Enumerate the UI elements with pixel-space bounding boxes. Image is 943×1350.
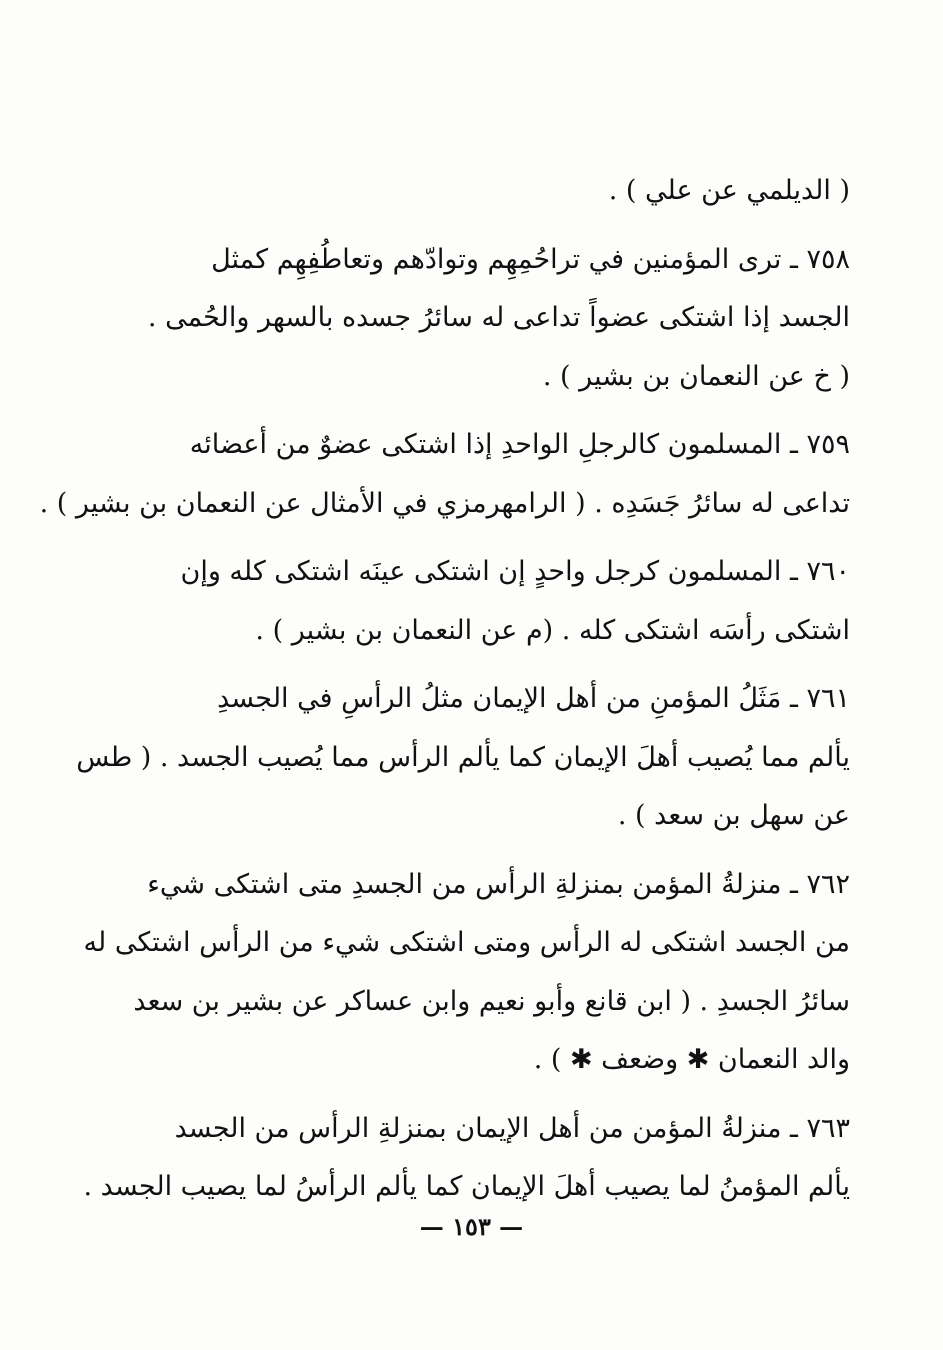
hadith-760 [150, 543, 850, 660]
text-line: ( خ عن النعمان بن بشير ) . [542, 360, 850, 392]
text-line: والد النعمان ✱ وضعف ✱ ) . [533, 1044, 850, 1075]
text-line: ٧٦٠ ـ المسلمون كرجل واحدٍ إن اشتكى عينَه اشتكى كله وإن [180, 556, 850, 587]
hadith-763 [83, 1100, 850, 1217]
hadith-761 [76, 670, 850, 846]
hadith-text-block [39, 162, 850, 1227]
text-line: الجسد إذا اشتكى عضواً تداعى له سائرُ جسده بالسهر والحُمى . [147, 302, 850, 333]
paragraph-source-continuation [150, 162, 850, 221]
hadith-759 [39, 416, 850, 533]
text-line: ٧٥٨ ـ ترى المؤمنين في تراحُمِهِم وتوادّهم وتعاطُفِهِم كمثل [211, 243, 850, 275]
text-line: ٧٦١ ـ مَثَلُ المؤمنِ من أهل الإيمان مثلُ الرأسِ في الجسدِ [217, 683, 850, 714]
text-line: ٧٦٣ ـ منزلةُ المؤمن من أهل الإيمان بمنزلةِ الرأس من الجسد [174, 1112, 850, 1144]
hadith-762 [83, 856, 850, 1090]
text-line: يألم مما يُصيب أهلَ الإيمان كما يألم الرأس مما يُصيب الجسد . ( طس [76, 741, 850, 773]
text-line: من الجسد اشتكى له الرأس ومتى اشتكى شيء من الرأس اشتكى له [83, 927, 850, 958]
text-line: ( الديلمي عن علي ) . [608, 175, 850, 206]
text-line: ٧٥٩ ـ المسلمون كالرجلِ الواحدِ إذا اشتكى عضوٌ من أعضائه [189, 429, 850, 460]
text-line: يألم المؤمنُ لما يصيب أهلَ الإيمان كما يألم الرأسُ لما يصيب الجسد . [83, 1171, 850, 1202]
text-line: عن سهل بن سعد ) . [617, 800, 850, 831]
text-line: ٧٦٢ ـ منزلةُ المؤمن بمنزلةِ الرأس من الجسدِ متى اشتكى شيء [147, 868, 850, 900]
page-number: — ١٥٣ — [419, 1212, 524, 1241]
text-line: سائرُ الجسدِ . ( ابن قانع وأبو نعيم وابن عساكر عن بشير بن سعد [133, 985, 850, 1017]
text-line: اشتكى رأسَه اشتكى كله . (م عن النعمان بن بشير ) . [255, 614, 850, 646]
hadith-758 [147, 231, 850, 407]
text-line: تداعى له سائرُ جَسَدِه . ( الرامهرمزي في الأمثال عن النعمان بن بشير ) . [39, 487, 850, 519]
